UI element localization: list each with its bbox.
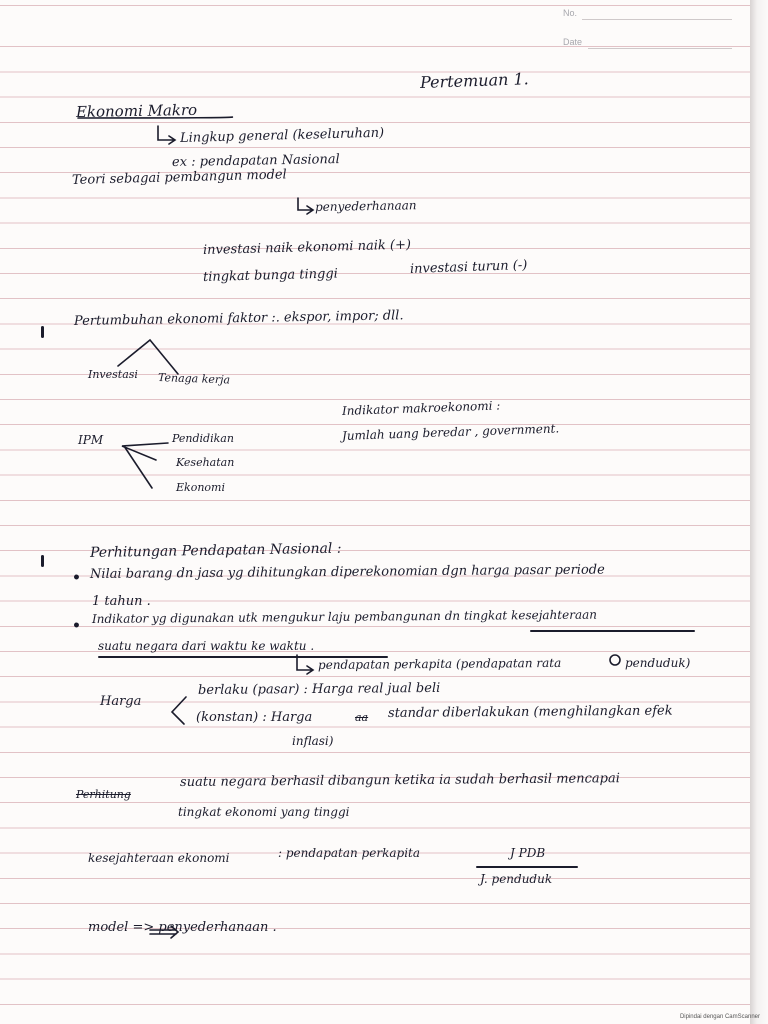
margin-mark-1 bbox=[41, 326, 44, 338]
note-inflasi: inflasi) bbox=[292, 734, 334, 748]
note-penyederhanaan: penyederhanaan bbox=[314, 198, 417, 214]
note-indikator-makro: Indikator makroekonomi : bbox=[341, 398, 501, 418]
bullet-2: • bbox=[72, 618, 81, 634]
note-kesejahteraan-ekonomi: kesejahteraan ekonomi bbox=[88, 851, 230, 865]
note-example: ex : pendapatan Nasional bbox=[171, 152, 340, 170]
note-tenaga-kerja: Tenaga kerja bbox=[157, 371, 231, 387]
date-label: Date bbox=[563, 37, 583, 47]
note-lingkup: Lingkup general (keseluruhan) bbox=[179, 125, 385, 146]
note-indikator-laju: Indikator yg digunakan utk mengukur laju pembangunan dn tingkat kesejahteraan bbox=[91, 607, 598, 626]
note-investasi-turun: investasi turun (-) bbox=[409, 257, 528, 277]
note-suatu-negara: suatu negara dari waktu ke waktu . bbox=[98, 639, 315, 653]
note-pertumbuhan: Pertumbuhan ekonomi faktor :. ekspor, impor; dll. bbox=[73, 308, 404, 329]
scanner-watermark: Dipindai dengan CamScanner bbox=[679, 1014, 760, 1020]
note-nilai-barang: Nilai barang dn jasa yg dihitungkan diperekonomian dgn harga pasar periode bbox=[89, 562, 605, 582]
arrow-penyederhanaan bbox=[298, 198, 313, 214]
note-ipm: IPM bbox=[78, 433, 104, 447]
note-jumlah-uang: Jumlah uang beredar , government. bbox=[341, 421, 560, 443]
page-title: Pertemuan 1. bbox=[419, 69, 529, 92]
note-ipm-ekonomi: Ekonomi bbox=[176, 481, 225, 494]
note-ipm-pendidikan: Pendidikan bbox=[172, 432, 234, 445]
note-perhitung-crossed: Perhitung bbox=[76, 788, 131, 801]
note-satu-tahun: 1 tahun . bbox=[92, 594, 151, 609]
heading-perhitungan: Perhitungan Pendapatan Nasional : bbox=[89, 540, 342, 561]
bracket-harga bbox=[172, 697, 186, 724]
circled-mark bbox=[610, 655, 620, 665]
note-suatu-negara-berhasil: suatu negara berhasil dibangun ketika ia sudah berhasil mencapai bbox=[179, 771, 620, 790]
note-investasi-naik: investasi naik ekonomi naik (+) bbox=[202, 237, 412, 258]
note-crossed-out: aa bbox=[355, 711, 369, 724]
note-harga-konstan: (konstan) : Harga bbox=[196, 710, 313, 725]
margin-mark-2 bbox=[41, 555, 44, 567]
note-bunga-tinggi: tingkat bunga tinggi bbox=[202, 266, 339, 285]
branch-ipm bbox=[122, 443, 168, 488]
branch-pertumbuhan bbox=[118, 340, 178, 374]
note-tingkat-ekonomi: tingkat ekonomi yang tinggi bbox=[178, 805, 350, 819]
note-pendapatan-perkapita-formula: : pendapatan perkapita bbox=[278, 846, 421, 860]
note-model: model => penyederhanaan . bbox=[88, 920, 277, 935]
note-investasi: Investasi bbox=[88, 368, 138, 381]
no-label: No. bbox=[563, 8, 578, 18]
note-pendapatan-perkapita: pendapatan perkapita (pendapatan rata bbox=[317, 655, 562, 672]
formula-denominator: J. penduduk bbox=[480, 872, 553, 886]
note-harga-berlaku: berlaku (pasar) : Harga real jual beli bbox=[197, 680, 441, 698]
implies-arrow bbox=[150, 926, 178, 938]
heading-ekonomi-makro: Ekonomi Makro bbox=[75, 100, 198, 121]
formula-numerator: J PDB bbox=[510, 846, 546, 860]
note-harga: Harga bbox=[100, 694, 142, 709]
note-penduduk: penduduk) bbox=[625, 656, 691, 670]
underline-ekonomi-makro bbox=[78, 117, 232, 118]
arrow-pendapatan-perkapita bbox=[297, 655, 313, 674]
bullet-1: • bbox=[72, 570, 81, 586]
note-teori: Teori sebagai pembangun model bbox=[71, 167, 287, 188]
note-harga-standar: standar diberlakukan (menghilangkan efek bbox=[387, 703, 673, 721]
arrow-lingkup bbox=[158, 126, 175, 144]
note-ipm-kesehatan: Kesehatan bbox=[176, 456, 235, 469]
